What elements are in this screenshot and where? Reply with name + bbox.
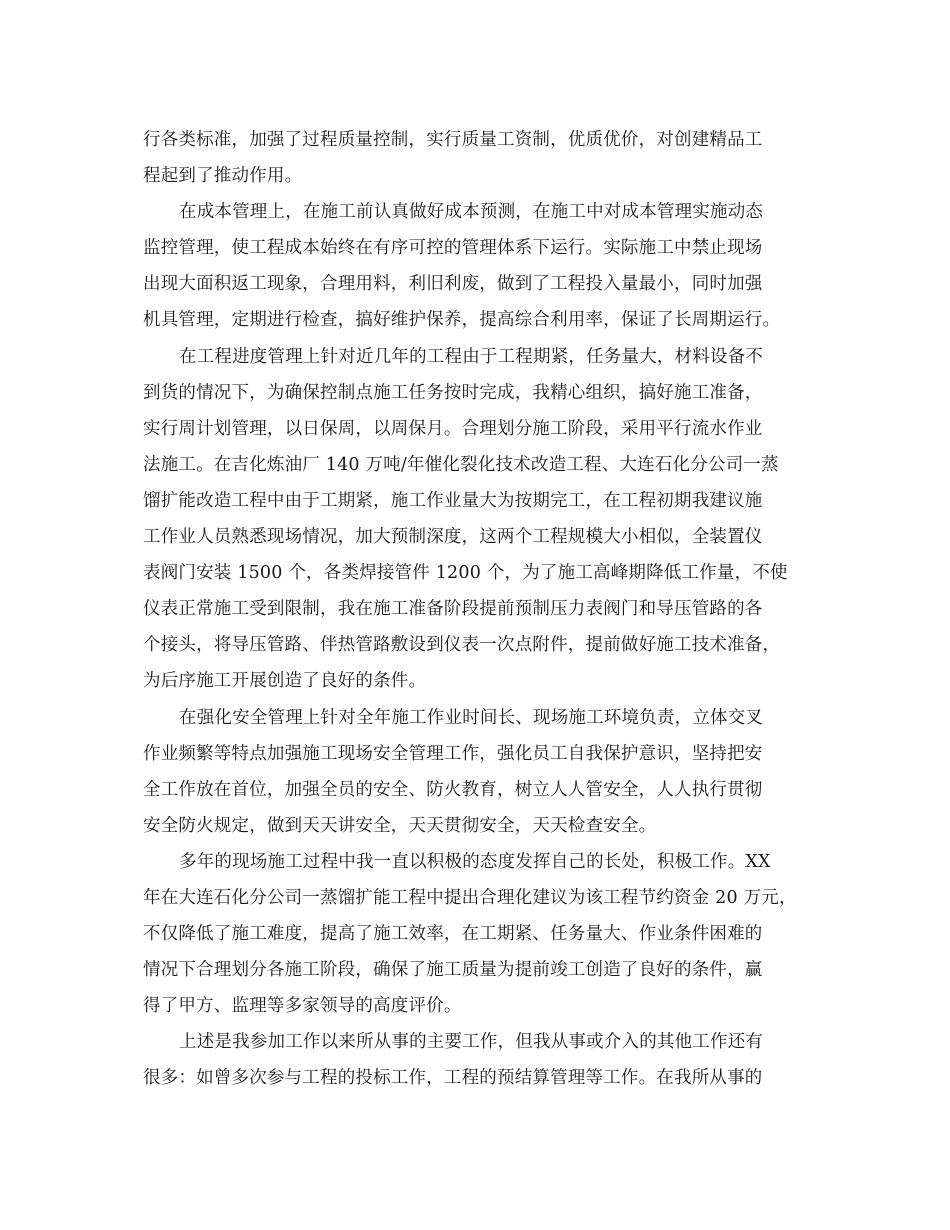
- text-line: 表阀门安装 1500 个，各类焊接管件 1200 个，为了施工高峰期降低工作量，不使: [143, 563, 788, 584]
- text-line: 多年的现场施工过程中我一直以积极的态度发挥自己的长处，积极工作。XX: [179, 851, 771, 872]
- text-line: 年在大连石化分公司一蒸馏扩能工程中提出合理化建议为该工程节约资金 20 万元，: [143, 887, 797, 908]
- text-line: 在工程进度管理上针对近几年的工程由于工程期紧，任务量大，材料设备不: [179, 346, 764, 367]
- text-line: 情况下合理划分各施工阶段，确保了施工质量为提前竣工创造了良好的条件，赢: [143, 960, 763, 981]
- text-line: 馏扩能改造工程中由于工期紧，施工作业量大为按期完工，在工程初期我建议施: [143, 490, 763, 511]
- text-line: 全工作放在首位，加强全员的安全、防火教育，树立人人管安全，人人执行贯彻: [143, 779, 763, 800]
- text-line: 在强化安全管理上针对全年施工作业时间长、现场施工环境负责，立体交叉: [179, 707, 764, 728]
- text-line: 机具管理，定期进行检查，搞好维护保养，提高综合利用率，保证了长周期运行。: [143, 310, 781, 331]
- text-line: 出现大面积返工现象，合理用料，利旧利废，做到了工程投入量最小，同时加强: [143, 274, 763, 295]
- text-line: 程起到了推动作用。: [143, 166, 303, 187]
- text-line: 安全防火规定，做到天天讲安全，天天贯彻安全，天天检查安全。: [143, 815, 657, 836]
- text-line: 得了甲方、监理等多家领导的高度评价。: [143, 996, 462, 1017]
- text-line: 为后序施工开展创造了良好的条件。: [143, 671, 427, 692]
- text-line: 工作业人员熟悉现场情况，加大预制深度，这两个工程规模大小相似，全装置仪: [143, 527, 763, 548]
- text-line: 作业频繁等特点加强施工现场安全管理工作，强化员工自我保护意识，坚持把安: [143, 743, 763, 764]
- text-line: 监控管理，使工程成本始终在有序可控的管理体系下运行。实际施工中禁止现场: [143, 238, 763, 259]
- text-line: 行各类标准，加强了过程质量控制，实行质量工资制，优质优价，对创建精品工: [143, 130, 763, 150]
- text-line: 仪表正常施工受到限制，我在施工准备阶段提前预制压力表阀门和导压管路的各: [143, 599, 763, 620]
- text-line: 在成本管理上，在施工前认真做好成本预测，在施工中对成本管理实施动态: [179, 202, 764, 223]
- text-line: 不仅降低了施工难度，提高了施工效率，在工期紧、任务量大、作业条件困难的: [143, 924, 763, 945]
- text-line: 实行周计划管理，以日保周，以周保月。合理划分施工阶段，采用平行流水作业: [143, 418, 763, 439]
- text-line: 到货的情况下，为确保控制点施工任务按时完成，我精心组织，搞好施工准备，: [143, 382, 763, 403]
- text-line: 法施工。在吉化炼油厂 140 万吨/年催化裂化技术改造工程、大连石化分公司一蒸: [143, 454, 779, 475]
- document-body: [143, 122, 815, 1097]
- text-line: 个接头，将导压管路、伴热管路敷设到仪表一次点附件，提前做好施工技术准备，: [143, 635, 781, 656]
- text-line: 很多：如曾多次参与工程的投标工作，工程的预结算管理等工作。在我所从事的: [143, 1068, 763, 1089]
- text-line: 上述是我参加工作以来所从事的主要工作，但我从事或介入的其他工作还有: [179, 1032, 764, 1053]
